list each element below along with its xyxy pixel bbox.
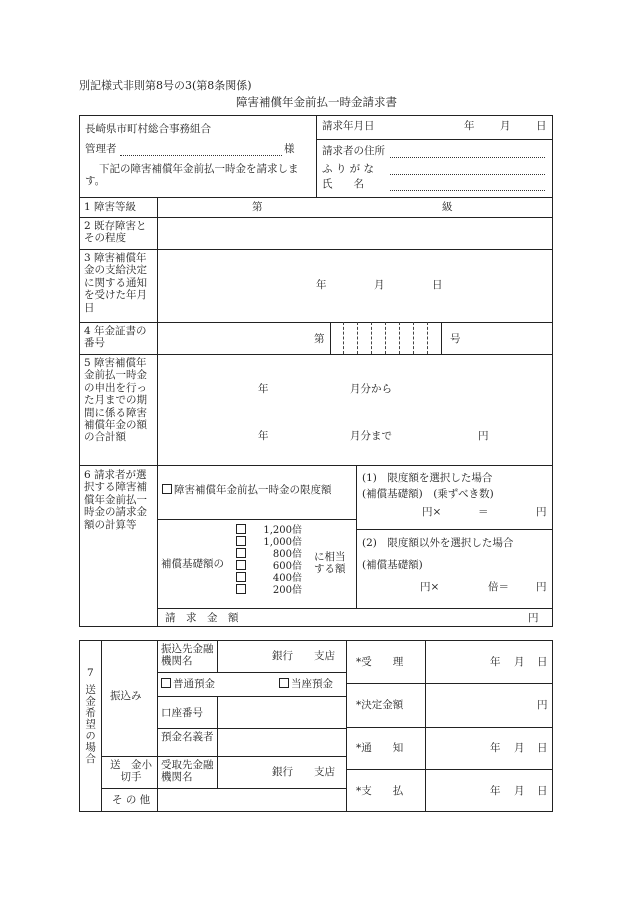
claim-amount-yen: 円	[528, 612, 539, 624]
case2-title: (2) 限度額以外を選択した場合	[362, 537, 514, 549]
notice-label: *通 知	[356, 742, 404, 754]
furigana-label: ふ り が な	[322, 163, 375, 175]
multiplier-checkbox[interactable]	[236, 548, 246, 558]
disability-grade-label: 1 障害等級	[84, 201, 137, 213]
name-field[interactable]	[390, 190, 545, 191]
decision-notice-date-label: 3 障害補償年金の支給決定に関する通知を受けた年月日	[84, 252, 147, 314]
payment-label: *支 払	[356, 785, 404, 797]
multiplier-checkbox[interactable]	[236, 584, 246, 594]
multiplier-list: 1,200倍 1,000倍 800倍 600倍 400倍 200倍	[236, 524, 310, 596]
furigana-field[interactable]	[390, 174, 545, 175]
multiplier-checkbox[interactable]	[236, 560, 246, 570]
form-title: 障害補償年金前払一時金請求書	[236, 95, 397, 109]
other-label: そ の 他	[112, 794, 151, 806]
claim-amount-label: 請 求 金 額	[165, 612, 239, 624]
ordinary-deposit-option[interactable]: 普通預金	[161, 678, 215, 690]
case1-title: (1) 限度額を選択した場合	[362, 472, 493, 484]
multiplier-checkbox[interactable]	[236, 572, 246, 582]
org-name: 長崎県市町村総合事務組合	[85, 123, 211, 135]
remittance-table	[79, 640, 553, 812]
honorific: 様	[284, 143, 295, 155]
request-date-label: 請求年月日	[322, 120, 375, 132]
manager-name-field[interactable]	[120, 155, 282, 156]
account-number-label: 口座番号	[161, 707, 203, 719]
limit-amount-option[interactable]: 障害補償年金前払一時金の限度額	[162, 484, 352, 496]
received-label: *受 理	[356, 656, 404, 668]
transfer-label: 振込み	[110, 690, 142, 702]
remittance-section-label: 送金希望の場合	[84, 684, 97, 765]
manager-label: 管理者	[85, 143, 117, 155]
pension-certificate-no-label: 4 年金証書の番号	[84, 325, 147, 350]
decided-amount-label: *決定金額	[356, 699, 404, 711]
address-label: 請求者の住所	[322, 145, 385, 157]
current-deposit-option[interactable]: 当座預金	[279, 678, 333, 690]
form-reference: 別記様式非則第8号の3(第8条関係)	[79, 79, 252, 92]
limit-checkbox[interactable]	[162, 484, 172, 494]
address-field[interactable]	[390, 157, 545, 158]
name-label: 氏 名	[322, 178, 364, 190]
request-statement: 下記の障害補償年金前払一時金を請求します。	[85, 163, 299, 188]
existing-disability-label: 2 既存障害とその程度	[84, 220, 147, 245]
multiplier-checkbox[interactable]	[236, 536, 246, 546]
calculation-label: 6 請求者が選択する障害補償年金前払一時金の請求金額の計算等	[84, 469, 147, 531]
pension-total-label: 5 障害補償年金前払一時金の申出を行った月までの期間に係る障害補償年金の額の合計額	[84, 357, 147, 444]
multiplier-checkbox[interactable]	[236, 524, 246, 534]
